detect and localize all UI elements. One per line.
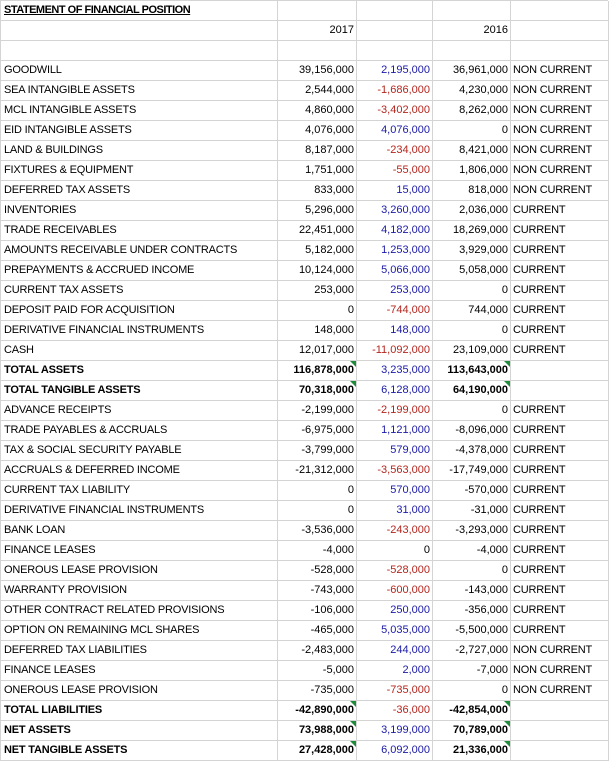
classification-cell[interactable]: CURRENT [511,541,609,561]
row-label[interactable]: TAX & SOCIAL SECURITY PAYABLE [1,441,278,461]
row-label[interactable]: BANK LOAN [1,521,278,541]
difference-cell[interactable]: 3,199,000 [357,721,433,741]
difference-cell[interactable]: -36,000 [357,701,433,721]
classification-cell[interactable] [511,361,609,381]
value-2016-cell[interactable]: 744,000 [433,301,511,321]
difference-cell[interactable]: -528,000 [357,561,433,581]
value-2016-cell[interactable]: 23,109,000 [433,341,511,361]
row-label[interactable]: ADVANCE RECEIPTS [1,401,278,421]
row-label[interactable]: TOTAL ASSETS [1,361,278,381]
sheet-title[interactable]: STATEMENT OF FINANCIAL POSITION [1,1,278,21]
classification-cell[interactable]: CURRENT [511,401,609,421]
value-2016-cell[interactable]: -8,096,000 [433,421,511,441]
difference-cell[interactable]: 5,035,000 [357,621,433,641]
value-2016-cell[interactable]: -5,500,000 [433,621,511,641]
difference-cell[interactable]: -243,000 [357,521,433,541]
classification-cell[interactable]: CURRENT [511,481,609,501]
empty-cell[interactable] [278,41,357,61]
value-2017-cell[interactable]: -2,199,000 [278,401,357,421]
value-2016-cell[interactable]: 0 [433,121,511,141]
value-2017-cell[interactable]: 116,878,000 [278,361,357,381]
value-2017-cell[interactable]: -528,000 [278,561,357,581]
value-2017-cell[interactable]: 0 [278,501,357,521]
difference-cell[interactable]: -3,563,000 [357,461,433,481]
difference-cell[interactable]: 4,076,000 [357,121,433,141]
empty-cell[interactable] [511,1,609,21]
value-2016-cell[interactable]: 818,000 [433,181,511,201]
row-label[interactable]: FINANCE LEASES [1,541,278,561]
value-2016-cell[interactable]: 0 [433,401,511,421]
classification-cell[interactable]: NON CURRENT [511,121,609,141]
value-2016-cell[interactable]: 36,961,000 [433,61,511,81]
value-2016-cell[interactable]: 8,262,000 [433,101,511,121]
value-2017-cell[interactable]: 148,000 [278,321,357,341]
value-2017-cell[interactable]: 39,156,000 [278,61,357,81]
difference-cell[interactable]: -2,199,000 [357,401,433,421]
classification-cell[interactable]: CURRENT [511,601,609,621]
row-label[interactable]: CURRENT TAX LIABILITY [1,481,278,501]
value-2017-cell[interactable]: 0 [278,301,357,321]
empty-cell[interactable] [1,41,278,61]
difference-cell[interactable]: 0 [357,541,433,561]
row-label[interactable]: GOODWILL [1,61,278,81]
difference-cell[interactable]: 570,000 [357,481,433,501]
classification-cell[interactable]: CURRENT [511,461,609,481]
row-label[interactable]: DEFERRED TAX ASSETS [1,181,278,201]
row-label[interactable]: DEFERRED TAX LIABILITIES [1,641,278,661]
classification-cell[interactable]: NON CURRENT [511,181,609,201]
year-2017-header[interactable]: 2017 [278,21,357,41]
value-2017-cell[interactable]: -42,890,000 [278,701,357,721]
value-2017-cell[interactable]: 1,751,000 [278,161,357,181]
value-2017-cell[interactable]: 0 [278,481,357,501]
row-label[interactable]: CURRENT TAX ASSETS [1,281,278,301]
classification-cell[interactable]: CURRENT [511,301,609,321]
difference-cell[interactable]: 244,000 [357,641,433,661]
row-label[interactable]: TRADE PAYABLES & ACCRUALS [1,421,278,441]
classification-cell[interactable]: CURRENT [511,341,609,361]
value-2017-cell[interactable]: 5,296,000 [278,201,357,221]
value-2017-cell[interactable]: -3,799,000 [278,441,357,461]
classification-cell[interactable]: CURRENT [511,261,609,281]
value-2016-cell[interactable]: -570,000 [433,481,511,501]
difference-cell[interactable]: -600,000 [357,581,433,601]
classification-cell[interactable]: CURRENT [511,441,609,461]
value-2016-cell[interactable]: -42,854,000 [433,701,511,721]
difference-cell[interactable]: 2,000 [357,661,433,681]
classification-cell[interactable]: CURRENT [511,621,609,641]
row-label[interactable]: OTHER CONTRACT RELATED PROVISIONS [1,601,278,621]
value-2016-cell[interactable]: -4,378,000 [433,441,511,461]
row-label[interactable]: ONEROUS LEASE PROVISION [1,681,278,701]
value-2016-cell[interactable]: 21,336,000 [433,741,511,761]
difference-cell[interactable]: 579,000 [357,441,433,461]
year-2016-header[interactable]: 2016 [433,21,511,41]
value-2016-cell[interactable]: 4,230,000 [433,81,511,101]
value-2017-cell[interactable]: -735,000 [278,681,357,701]
value-2016-cell[interactable]: 3,929,000 [433,241,511,261]
difference-cell[interactable]: 1,121,000 [357,421,433,441]
difference-cell[interactable]: 15,000 [357,181,433,201]
classification-cell[interactable]: CURRENT [511,281,609,301]
classification-cell[interactable] [511,701,609,721]
empty-cell[interactable] [433,41,511,61]
difference-cell[interactable]: -234,000 [357,141,433,161]
value-2017-cell[interactable]: 5,182,000 [278,241,357,261]
row-label[interactable]: DERIVATIVE FINANCIAL INSTRUMENTS [1,501,278,521]
classification-cell[interactable]: NON CURRENT [511,61,609,81]
difference-cell[interactable]: -735,000 [357,681,433,701]
empty-cell[interactable] [357,1,433,21]
row-label[interactable]: NET TANGIBLE ASSETS [1,741,278,761]
value-2017-cell[interactable]: 27,428,000 [278,741,357,761]
empty-cell[interactable] [357,41,433,61]
value-2016-cell[interactable]: -143,000 [433,581,511,601]
classification-cell[interactable]: NON CURRENT [511,161,609,181]
row-label[interactable]: TOTAL LIABILITIES [1,701,278,721]
difference-cell[interactable]: 5,066,000 [357,261,433,281]
value-2017-cell[interactable]: -21,312,000 [278,461,357,481]
classification-cell[interactable] [511,741,609,761]
classification-cell[interactable]: NON CURRENT [511,141,609,161]
row-label[interactable]: SEA INTANGIBLE ASSETS [1,81,278,101]
value-2017-cell[interactable]: 22,451,000 [278,221,357,241]
difference-cell[interactable]: -744,000 [357,301,433,321]
row-label[interactable]: WARRANTY PROVISION [1,581,278,601]
difference-cell[interactable]: 6,128,000 [357,381,433,401]
value-2016-cell[interactable]: 0 [433,281,511,301]
difference-cell[interactable]: 250,000 [357,601,433,621]
value-2016-cell[interactable]: 5,058,000 [433,261,511,281]
value-2016-cell[interactable]: 0 [433,681,511,701]
value-2016-cell[interactable]: 1,806,000 [433,161,511,181]
classification-cell[interactable]: NON CURRENT [511,81,609,101]
classification-cell[interactable]: NON CURRENT [511,681,609,701]
classification-cell[interactable]: CURRENT [511,521,609,541]
difference-cell[interactable]: 1,253,000 [357,241,433,261]
classification-cell[interactable]: CURRENT [511,221,609,241]
row-label[interactable]: TOTAL TANGIBLE ASSETS [1,381,278,401]
classification-cell[interactable]: CURRENT [511,561,609,581]
difference-cell[interactable]: 31,000 [357,501,433,521]
row-label[interactable]: EID INTANGIBLE ASSETS [1,121,278,141]
classification-cell[interactable] [511,721,609,741]
value-2017-cell[interactable]: -465,000 [278,621,357,641]
value-2017-cell[interactable]: -2,483,000 [278,641,357,661]
row-label[interactable]: PREPAYMENTS & ACCRUED INCOME [1,261,278,281]
classification-cell[interactable]: CURRENT [511,421,609,441]
difference-cell[interactable]: -11,092,000 [357,341,433,361]
empty-cell[interactable] [433,1,511,21]
value-2017-cell[interactable]: -5,000 [278,661,357,681]
difference-cell[interactable]: 148,000 [357,321,433,341]
value-2016-cell[interactable]: -4,000 [433,541,511,561]
value-2017-cell[interactable]: 12,017,000 [278,341,357,361]
value-2016-cell[interactable]: -356,000 [433,601,511,621]
value-2017-cell[interactable]: 4,860,000 [278,101,357,121]
value-2017-cell[interactable]: -6,975,000 [278,421,357,441]
value-2017-cell[interactable]: -743,000 [278,581,357,601]
classification-cell[interactable]: NON CURRENT [511,101,609,121]
classification-cell[interactable]: NON CURRENT [511,641,609,661]
row-label[interactable]: DEPOSIT PAID FOR ACQUISITION [1,301,278,321]
value-2016-cell[interactable]: 0 [433,561,511,581]
value-2017-cell[interactable]: 70,318,000 [278,381,357,401]
row-label[interactable]: FINANCE LEASES [1,661,278,681]
value-2017-cell[interactable]: 2,544,000 [278,81,357,101]
row-label[interactable]: TRADE RECEIVABLES [1,221,278,241]
difference-cell[interactable]: 4,182,000 [357,221,433,241]
empty-cell[interactable] [357,21,433,41]
classification-cell[interactable]: CURRENT [511,201,609,221]
value-2016-cell[interactable]: 113,643,000 [433,361,511,381]
empty-cell[interactable] [1,21,278,41]
difference-cell[interactable]: 253,000 [357,281,433,301]
difference-cell[interactable]: -3,402,000 [357,101,433,121]
value-2017-cell[interactable]: 8,187,000 [278,141,357,161]
value-2017-cell[interactable]: 73,988,000 [278,721,357,741]
empty-cell[interactable] [511,41,609,61]
row-label[interactable]: ONEROUS LEASE PROVISION [1,561,278,581]
empty-cell[interactable] [511,21,609,41]
row-label[interactable]: LAND & BUILDINGS [1,141,278,161]
classification-cell[interactable] [511,381,609,401]
row-label[interactable]: FIXTURES & EQUIPMENT [1,161,278,181]
value-2016-cell[interactable]: -2,727,000 [433,641,511,661]
difference-cell[interactable]: -55,000 [357,161,433,181]
row-label[interactable]: ACCRUALS & DEFERRED INCOME [1,461,278,481]
value-2017-cell[interactable]: 833,000 [278,181,357,201]
classification-cell[interactable]: CURRENT [511,581,609,601]
row-label[interactable]: OPTION ON REMAINING MCL SHARES [1,621,278,641]
classification-cell[interactable]: CURRENT [511,321,609,341]
row-label[interactable]: INVENTORIES [1,201,278,221]
difference-cell[interactable]: 3,235,000 [357,361,433,381]
value-2017-cell[interactable]: 4,076,000 [278,121,357,141]
row-label[interactable]: DERIVATIVE FINANCIAL INSTRUMENTS [1,321,278,341]
value-2017-cell[interactable]: 10,124,000 [278,261,357,281]
value-2016-cell[interactable]: 0 [433,321,511,341]
value-2016-cell[interactable]: 2,036,000 [433,201,511,221]
difference-cell[interactable]: 3,260,000 [357,201,433,221]
value-2017-cell[interactable]: -3,536,000 [278,521,357,541]
classification-cell[interactable]: NON CURRENT [511,661,609,681]
classification-cell[interactable]: CURRENT [511,501,609,521]
value-2016-cell[interactable]: -17,749,000 [433,461,511,481]
value-2016-cell[interactable]: 8,421,000 [433,141,511,161]
row-label[interactable]: MCL INTANGIBLE ASSETS [1,101,278,121]
value-2016-cell[interactable]: -7,000 [433,661,511,681]
value-2016-cell[interactable]: -3,293,000 [433,521,511,541]
difference-cell[interactable]: 2,195,000 [357,61,433,81]
row-label[interactable]: CASH [1,341,278,361]
row-label[interactable]: AMOUNTS RECEIVABLE UNDER CONTRACTS [1,241,278,261]
difference-cell[interactable]: 6,092,000 [357,741,433,761]
difference-cell[interactable]: -1,686,000 [357,81,433,101]
row-label[interactable]: NET ASSETS [1,721,278,741]
value-2016-cell[interactable]: 64,190,000 [433,381,511,401]
classification-cell[interactable]: CURRENT [511,241,609,261]
value-2017-cell[interactable]: -106,000 [278,601,357,621]
value-2017-cell[interactable]: -4,000 [278,541,357,561]
value-2017-cell[interactable]: 253,000 [278,281,357,301]
empty-cell[interactable] [278,1,357,21]
value-2016-cell[interactable]: -31,000 [433,501,511,521]
value-2016-cell[interactable]: 70,789,000 [433,721,511,741]
value-2016-cell[interactable]: 18,269,000 [433,221,511,241]
